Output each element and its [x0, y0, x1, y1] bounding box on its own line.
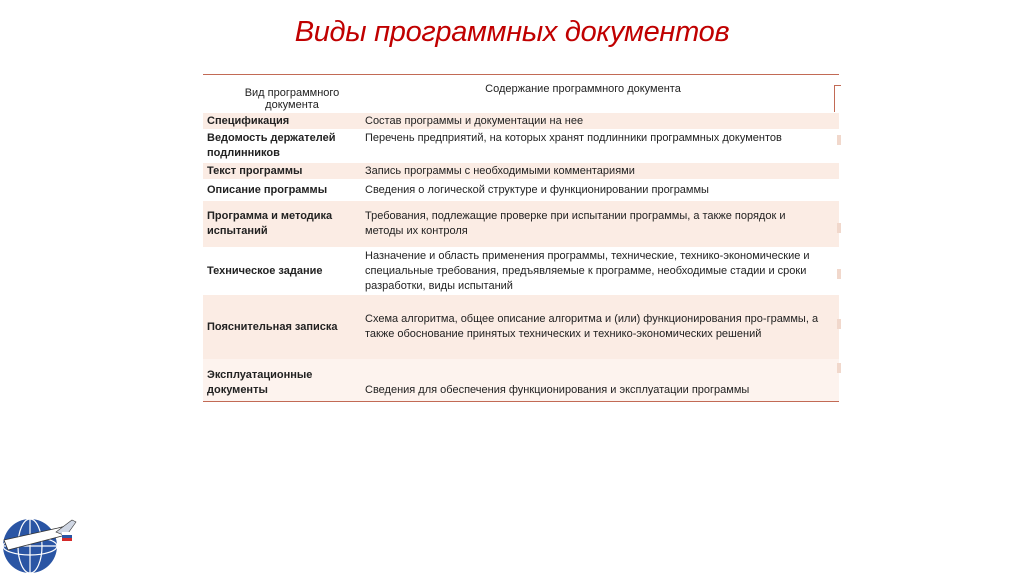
header-bracket-decoration [834, 85, 841, 112]
documents-table [203, 74, 839, 402]
row-document-type: Текст программы [207, 164, 303, 177]
row-document-content: Сведения для обеспечения функционирования и эксплуатации программы [365, 384, 750, 396]
table-row [203, 163, 839, 179]
row-document-type: Техническое задание [207, 264, 323, 277]
row-edge-marker [837, 269, 841, 279]
row-document-content: Запись программы с необходимыми комментариями [365, 164, 635, 177]
row-document-type: Описание программы [207, 183, 328, 196]
row-document-content: Схема алгоритма, общее описание алгоритма и (или) функционирования про-граммы, а также обоснование принятых технических и технико-экономических решений [365, 313, 819, 340]
row-document-content: Требования, подлежащие проверке при испытании программы, а также порядок и методы их контроля [365, 210, 786, 237]
table-row [203, 201, 839, 247]
row-edge-marker [837, 135, 841, 145]
row-edge-marker [837, 319, 841, 329]
table-row [203, 359, 839, 401]
table-row [203, 179, 839, 201]
row-document-content: Сведения о логической структуре и функционировании программы [365, 183, 709, 196]
header-document-type: Вид программного документа [244, 87, 340, 111]
slide-title: Виды программных документов [294, 16, 730, 48]
row-document-content: Назначение и область применения программы, технические, технико-экономические и специальные требования, предъявляемые к программе, необходимые стадии и сроки разработки, виды испытаний [365, 250, 810, 292]
row-document-type: Ведомость держателей подлинников [207, 132, 336, 159]
table-row [203, 113, 839, 129]
table-row [203, 247, 839, 295]
row-edge-marker [837, 363, 841, 373]
row-document-type: Пояснительная записка [207, 320, 338, 333]
table-row [203, 295, 839, 359]
row-document-type: Эксплуатационные документы [207, 369, 313, 396]
table-row [203, 129, 839, 163]
row-edge-marker [837, 223, 841, 233]
row-document-content: Перечень предприятий, на которых хранят подлинники программных документов [365, 132, 782, 144]
table-header [203, 75, 839, 113]
row-document-content: Состав программы и документации на нее [365, 114, 584, 127]
row-document-type: Спецификация [207, 114, 290, 127]
row-document-type: Программа и методика испытаний [207, 210, 333, 237]
header-document-content: Содержание программного документа [485, 83, 681, 95]
globe-airplane-logo-icon [0, 506, 80, 579]
